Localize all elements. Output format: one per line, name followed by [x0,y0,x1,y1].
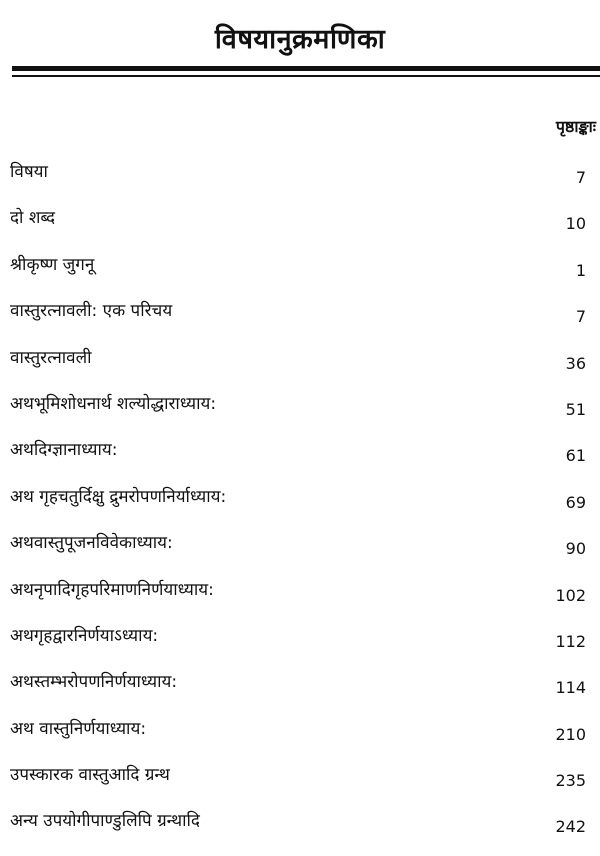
toc-entry-title: अथस्तम्भरोपणनिर्णयाध्याय: [10,672,178,693]
toc-entry-title: विषया [10,162,48,182]
toc-entry [0,670,600,716]
toc-entry-title: वास्तुरत्नावली [10,347,92,368]
title-underline-thick [12,66,600,71]
toc-entry-page: 102 [555,585,586,605]
toc-entry-title: वास्तुरत्नावली: एक परिचय [10,301,173,322]
toc-entry [0,531,600,577]
toc-entry [0,438,600,484]
toc-entry-title: अथभूमिशोधनार्थ शल्योद्धाराध्याय: [10,393,217,414]
toc-entry-page: 7 [575,307,586,327]
toc-entry-page: 112 [555,631,586,651]
toc-entry-page: 7 [575,168,586,187]
page-number-header: पृष्ठाङ्काः [555,117,596,136]
toc-entry [0,299,600,345]
toc-entry-page: 10 [565,214,586,234]
toc-entry-title: उपस्कारक वास्तुआदि ग्रन्थ [10,765,170,786]
toc-entry-page: 235 [555,771,586,791]
toc-entry [0,717,600,763]
toc-entry [0,346,600,392]
toc-entry-title: अथ गृहचतुर्दिक्षु द्रुमरोपणनिर्याध्याय: [10,486,227,507]
toc-entry-page: 36 [565,353,586,373]
toc-entry-title: श्रीकृष्ण जुगनू [10,254,95,275]
toc-entry-page: 114 [555,678,586,698]
toc-entry [0,809,600,855]
toc-entry-page: 51 [565,399,586,419]
toc-entry [0,160,600,206]
toc-entry [0,206,600,252]
toc-entry [0,624,600,670]
toc-entry-page: 61 [565,446,586,466]
toc-entry-page: 69 [565,492,586,512]
toc-entry-title: दो शब्द [10,208,56,229]
toc-entry-page: 210 [555,724,586,744]
toc-entry-title: अथगृहद्वारनिर्णयाऽध्याय: [10,625,159,646]
toc-entry [0,485,600,531]
toc-entry-title: अथ वास्तुनिर्णयाध्याय: [10,718,147,739]
page-title: विषयानुक्रमणिका [214,24,386,55]
toc-entry-title: अन्य उपयोगीपाण्डुलिपि ग्रन्थादि [10,811,200,832]
toc-entry-page: 242 [555,817,586,837]
toc-entry-title: अथवास्तुपूजनविवेकाध्याय: [10,533,173,554]
toc-entry-title: अथदिग्ज्ञानाध्याय: [10,440,118,461]
toc-entry-page: 90 [565,539,586,559]
table-of-contents [0,160,600,856]
toc-entry [0,763,600,809]
toc-entry [0,392,600,438]
toc-entry [0,253,600,299]
toc-entry [0,578,600,624]
title-underline-thin [12,75,600,77]
toc-entry-title: अथनृपादिगृहपरिमाणनिर्णयाध्याय: [10,579,214,600]
toc-entry-page: 1 [575,260,586,280]
